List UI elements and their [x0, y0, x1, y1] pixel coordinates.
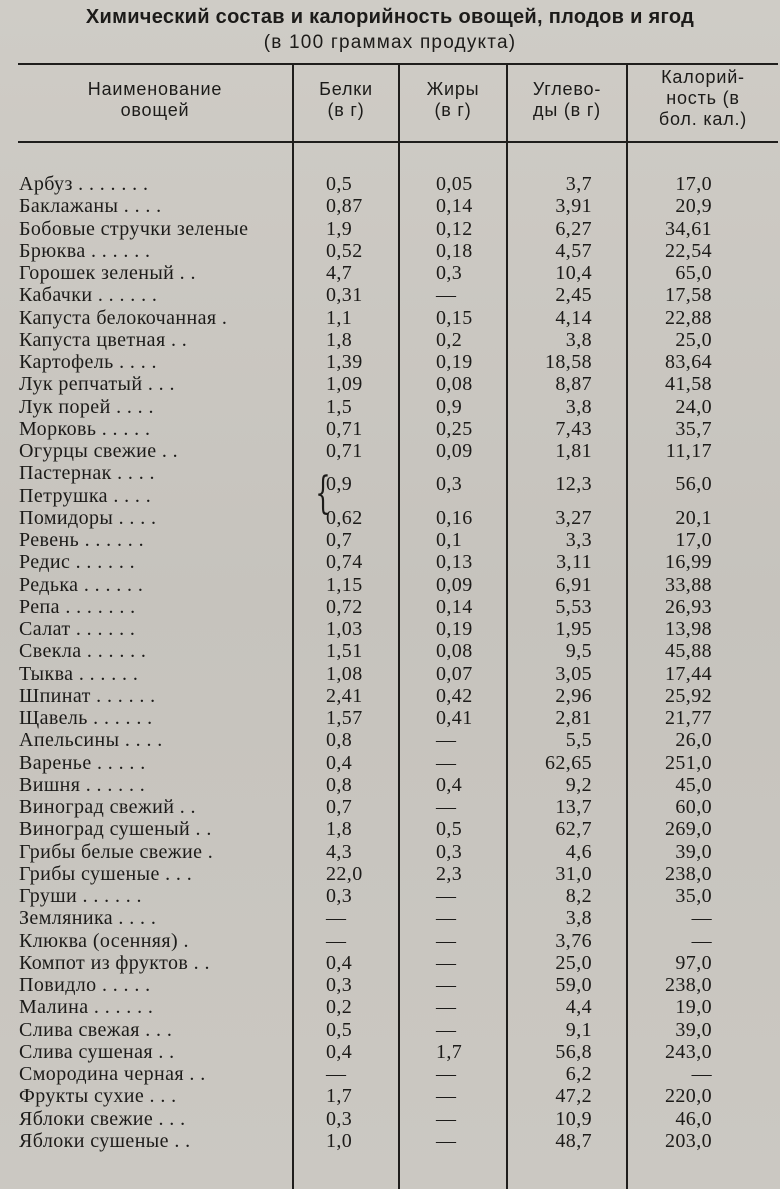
table-row [0, 218, 780, 240]
protein-value: 22,0 [326, 862, 363, 885]
protein-value: 0,72 [326, 595, 363, 618]
product-name: Компот из фруктов . . [19, 951, 210, 974]
kcal-value: 21,77 [665, 707, 712, 729]
kcal-value: 22,88 [665, 306, 712, 329]
carbs-value: 13,7 [555, 796, 592, 818]
kcal-value: 25,0 [675, 328, 712, 351]
kcal-value: 251,0 [665, 751, 712, 774]
fat-value: — [436, 929, 457, 952]
protein-value: 1,39 [326, 351, 363, 373]
fat-value: — [436, 1018, 457, 1041]
carbs-value: 6,2 [565, 1063, 592, 1085]
protein-value: 1,0 [326, 1129, 353, 1152]
kcal-value: 20,9 [675, 195, 712, 218]
header-protein-line-2: (в г) [327, 100, 365, 120]
header-protein-line-1: Белки [319, 79, 373, 99]
kcal-value: — [691, 907, 712, 930]
product-name: Щавель . . . . . . [19, 707, 153, 729]
table-row [0, 774, 780, 796]
protein-value: 1,57 [326, 707, 363, 729]
kcal-value: 17,0 [675, 529, 712, 551]
carbs-value: 4,6 [565, 840, 592, 863]
protein-value: 1,08 [326, 662, 363, 685]
table-row [0, 885, 780, 907]
table-row [0, 240, 780, 262]
table-row [0, 952, 780, 974]
table-row [0, 618, 780, 640]
table-row [0, 841, 780, 863]
header-carbs-line-2: ды (в г) [533, 100, 601, 120]
product-name: Бобовые стручки зеленые [19, 217, 249, 240]
protein-value: 1,51 [326, 640, 363, 663]
header-carbs-line-1: Углево- [532, 79, 602, 99]
fat-value: — [436, 974, 457, 996]
product-name: Варенье . . . . . [19, 751, 146, 774]
kcal-value: 60,0 [675, 796, 712, 818]
table-row [0, 195, 780, 217]
carbs-value: 3,11 [556, 551, 592, 574]
fat-value: — [436, 1107, 457, 1130]
table-row [0, 729, 780, 751]
product-name: Шпинат . . . . . . [19, 684, 156, 707]
table-row [0, 1108, 780, 1130]
kcal-value: 45,0 [675, 773, 712, 796]
header-name [20, 79, 290, 121]
kcal-value: 46,0 [675, 1107, 712, 1130]
fat-value: — [436, 907, 457, 930]
product-name: Петрушка . . . . [19, 484, 152, 507]
carbs-value: 18,58 [545, 351, 592, 373]
header-fat [400, 79, 506, 121]
product-name: Земляника . . . . [19, 907, 157, 930]
fat-value: 0,19 [436, 618, 473, 640]
protein-value: 1,9 [326, 217, 353, 240]
table-row [0, 596, 780, 618]
fat-value: 0,41 [436, 707, 473, 729]
protein-value: 0,71 [326, 417, 363, 440]
fat-value: 0,09 [436, 573, 473, 596]
product-name: Груши . . . . . . [19, 885, 142, 907]
kcal-value: 33,88 [665, 573, 712, 596]
product-name: Малина . . . . . . [19, 996, 154, 1019]
table-row [0, 1041, 780, 1063]
carbs-value: 3,91 [555, 195, 592, 218]
kcal-value: 220,0 [665, 1085, 712, 1108]
carbs-value: 10,9 [555, 1107, 592, 1130]
header-fat-line-1: Жиры [426, 79, 480, 99]
kcal-value: 24,0 [675, 395, 712, 418]
kcal-value: 35,0 [675, 885, 712, 907]
kcal-value: 26,0 [675, 729, 712, 752]
table-row [0, 440, 780, 462]
carbs-value: 62,7 [555, 818, 592, 841]
protein-value: 0,5 [326, 173, 353, 195]
product-name: Грибы сушеные . . . [19, 862, 193, 885]
table-row [0, 1019, 780, 1041]
carbs-value: 4,4 [565, 996, 592, 1019]
product-name: Яблоки сушеные . . [19, 1129, 191, 1152]
protein-value: 2,41 [326, 684, 363, 707]
protein-value: 0,3 [326, 974, 353, 996]
carbs-value: 3,05 [555, 662, 592, 685]
carbs-value: 6,27 [555, 217, 592, 240]
carbs-value: 59,0 [555, 974, 592, 996]
product-name: Тыква . . . . . . [19, 662, 139, 685]
carbs-value: 3,3 [565, 529, 592, 551]
table-row [0, 663, 780, 685]
fat-value: 0,9 [436, 395, 463, 418]
carbs-value: 2,96 [555, 684, 592, 707]
table-row [0, 396, 780, 418]
fat-value: 2,3 [436, 862, 463, 885]
fat-value: 0,09 [436, 440, 473, 462]
header-fat-line-2: (в г) [434, 100, 472, 120]
protein-value: 1,09 [326, 373, 363, 396]
product-name: Слива свежая . . . [19, 1018, 173, 1041]
product-name: Огурцы свежие . . [19, 440, 179, 462]
carbs-value: 3,8 [565, 395, 592, 418]
product-name: Репа . . . . . . . [19, 595, 136, 618]
protein-value: 1,15 [326, 573, 363, 596]
fat-value: 0,3 [436, 473, 463, 496]
carbs-value: 8,87 [555, 373, 592, 396]
protein-value: 0,4 [326, 951, 353, 974]
protein-value: 0,87 [326, 195, 363, 218]
carbs-value: 25,0 [555, 951, 592, 974]
fat-value: 0,05 [436, 173, 473, 195]
table-row [0, 996, 780, 1018]
fat-value: 0,5 [436, 818, 463, 841]
product-name: Картофель . . . . [19, 351, 157, 373]
fat-value: 0,25 [436, 417, 473, 440]
kcal-value: 56,0 [675, 473, 712, 496]
table-row [0, 640, 780, 662]
kcal-value: 17,0 [675, 173, 712, 195]
table-row [0, 485, 780, 507]
kcal-value: — [691, 929, 712, 952]
fat-value: 1,7 [436, 1040, 463, 1063]
carbs-value: 8,2 [565, 885, 592, 907]
table-row [0, 507, 780, 529]
product-name: Редис . . . . . . [19, 551, 136, 574]
page-subtitle: (в 100 граммах продукта) [263, 32, 517, 53]
carbs-value: 1,81 [555, 440, 592, 462]
product-name: Капуста белокочанная . [19, 306, 228, 329]
product-name: Повидло . . . . . [19, 974, 151, 996]
product-name: Смородина черная . . [19, 1063, 206, 1085]
fat-value: 0,07 [436, 662, 473, 685]
kcal-value: 269,0 [665, 818, 712, 841]
fat-value: 0,14 [436, 195, 473, 218]
product-name: Кабачки . . . . . . [19, 284, 158, 307]
table-row [0, 329, 780, 351]
fat-value: 0,15 [436, 306, 473, 329]
protein-value: — [326, 1063, 347, 1085]
protein-value: 0,7 [326, 529, 353, 551]
table-row [0, 707, 780, 729]
page-title: Химический состав и калорийность овощей, плодов и ягод [85, 6, 695, 28]
carbs-value: 56,8 [555, 1040, 592, 1063]
kcal-value: 13,98 [665, 618, 712, 640]
kcal-value: 17,44 [665, 662, 712, 685]
product-name: Фрукты сухие . . . [19, 1085, 177, 1108]
protein-value: 4,7 [326, 262, 353, 284]
header-name-line-2: овощей [120, 100, 190, 120]
kcal-value: 83,64 [665, 351, 712, 373]
protein-value: 0,62 [326, 506, 363, 529]
product-name: Слива сушеная . . [19, 1040, 175, 1063]
protein-value: 1,8 [326, 328, 353, 351]
table-row [0, 284, 780, 306]
kcal-value: 25,92 [665, 684, 712, 707]
carbs-value: 6,91 [555, 573, 592, 596]
protein-value: 4,3 [326, 840, 353, 863]
product-name: Капуста цветная . . [19, 328, 188, 351]
kcal-value: — [691, 1063, 712, 1085]
table-row [0, 907, 780, 929]
kcal-value: 22,54 [665, 239, 712, 262]
carbs-value: 4,14 [555, 306, 592, 329]
fat-value: 0,13 [436, 551, 473, 574]
kcal-value: 97,0 [675, 951, 712, 974]
kcal-value: 238,0 [665, 862, 712, 885]
carbs-value: 3,7 [565, 173, 592, 195]
fat-value: 0,2 [436, 328, 463, 351]
table-row [0, 752, 780, 774]
fat-value: — [436, 1063, 457, 1085]
table-row [0, 930, 780, 952]
protein-value: 0,3 [326, 885, 353, 907]
carbs-value: 7,43 [555, 417, 592, 440]
table-row [0, 551, 780, 573]
fat-value: 0,18 [436, 239, 473, 262]
table-row [0, 351, 780, 373]
kcal-value: 41,58 [665, 373, 712, 396]
header-carbs [508, 79, 626, 121]
product-name: Пастернак . . . . [19, 462, 155, 485]
header-kcal [628, 67, 778, 130]
carbs-value: 5,5 [565, 729, 592, 752]
header-name-line-1: Наименование [87, 79, 223, 99]
product-name: Апельсины . . . . [19, 729, 163, 752]
merge-brace-icon: { [315, 468, 331, 519]
fat-value: 0,08 [436, 640, 473, 663]
fat-value: — [436, 885, 457, 907]
product-name: Грибы белые свежие . [19, 840, 214, 863]
carbs-value: 12,3 [555, 473, 592, 496]
kcal-value: 65,0 [675, 262, 712, 284]
fat-value: 0,42 [436, 684, 473, 707]
kcal-value: 45,88 [665, 640, 712, 663]
fat-value: 0,12 [436, 217, 473, 240]
header-kcal-line-1: Калорий- [661, 67, 745, 87]
fat-value: — [436, 996, 457, 1019]
carbs-value: 47,2 [555, 1085, 592, 1108]
fat-value: 0,3 [436, 262, 463, 284]
kcal-value: 34,61 [665, 217, 712, 240]
protein-value: 1,8 [326, 818, 353, 841]
protein-value: — [326, 929, 347, 952]
kcal-value: 203,0 [665, 1129, 712, 1152]
fat-value: 0,4 [436, 773, 463, 796]
kcal-value: 16,99 [665, 551, 712, 574]
carbs-value: 1,95 [555, 618, 592, 640]
table-row [0, 373, 780, 395]
table-row [0, 796, 780, 818]
carbs-value: 9,5 [565, 640, 592, 663]
fat-value: 0,3 [436, 840, 463, 863]
protein-value: 0,2 [326, 996, 353, 1019]
table-row [0, 974, 780, 996]
carbs-value: 48,7 [555, 1129, 592, 1152]
product-name: Вишня . . . . . . [19, 773, 146, 796]
product-name: Арбуз . . . . . . . [19, 173, 149, 195]
fat-value: — [436, 796, 457, 818]
carbs-value: 5,53 [555, 595, 592, 618]
table-row [0, 1063, 780, 1085]
product-name: Лук порей . . . . [19, 395, 154, 418]
carbs-value: 2,45 [555, 284, 592, 307]
kcal-value: 11,17 [665, 440, 712, 462]
fat-value: 0,16 [436, 506, 473, 529]
protein-value: 0,4 [326, 751, 353, 774]
carbs-value: 9,2 [565, 773, 592, 796]
fat-value: 0,08 [436, 373, 473, 396]
kcal-value: 20,1 [675, 506, 712, 529]
protein-value: 0,31 [326, 284, 363, 307]
protein-value: 0,71 [326, 440, 363, 462]
table-row [0, 529, 780, 551]
table-row [0, 1085, 780, 1107]
carbs-value: 3,27 [555, 506, 592, 529]
protein-value: 1,03 [326, 618, 363, 640]
carbs-value: 4,57 [555, 239, 592, 262]
fat-value: — [436, 751, 457, 774]
carbs-value: 3,76 [555, 929, 592, 952]
kcal-value: 243,0 [665, 1040, 712, 1063]
table-row [0, 863, 780, 885]
kcal-value: 35,7 [675, 417, 712, 440]
product-name: Виноград свежий . . [19, 796, 196, 818]
protein-value: 0,5 [326, 1018, 353, 1041]
carbs-value: 9,1 [565, 1018, 592, 1041]
table-row [0, 574, 780, 596]
fat-value: — [436, 1129, 457, 1152]
table-row [0, 818, 780, 840]
kcal-value: 17,58 [665, 284, 712, 307]
product-name: Морковь . . . . . [19, 417, 151, 440]
table-row [0, 685, 780, 707]
protein-value: 0,8 [326, 773, 353, 796]
fat-value: — [436, 284, 457, 307]
protein-value: 0,9 [326, 473, 353, 496]
carbs-value: 3,8 [565, 907, 592, 930]
kcal-value: 26,93 [665, 595, 712, 618]
protein-value: 0,7 [326, 796, 353, 818]
product-name: Виноград сушеный . . [19, 818, 212, 841]
header-kcal-line-2: ность (в [666, 88, 740, 108]
product-name: Редька . . . . . . [19, 573, 144, 596]
product-name: Помидоры . . . . [19, 506, 157, 529]
product-name: Яблоки свежие . . . [19, 1107, 186, 1130]
protein-value: — [326, 907, 347, 930]
product-name: Свекла . . . . . . [19, 640, 147, 663]
fat-value: 0,1 [436, 529, 463, 551]
protein-value: 0,74 [326, 551, 363, 574]
kcal-value: 39,0 [675, 1018, 712, 1041]
protein-value: 0,52 [326, 239, 363, 262]
table-row [0, 1130, 780, 1152]
fat-value: — [436, 951, 457, 974]
product-name: Ревень . . . . . . [19, 529, 144, 551]
carbs-value: 31,0 [555, 862, 592, 885]
table-row [0, 262, 780, 284]
header-kcal-line-3: бол. кал.) [658, 109, 748, 129]
carbs-value: 3,8 [565, 328, 592, 351]
protein-value: 1,1 [326, 306, 353, 329]
product-name: Баклажаны . . . . [19, 195, 162, 218]
protein-value: 1,5 [326, 395, 353, 418]
product-name: Горошек зеленый . . [19, 262, 196, 284]
kcal-value: 19,0 [675, 996, 712, 1019]
product-name: Салат . . . . . . [19, 618, 136, 640]
fat-value: 0,19 [436, 351, 473, 373]
carbs-value: 10,4 [555, 262, 592, 284]
carbs-value: 62,65 [545, 751, 592, 774]
header-protein [294, 79, 398, 121]
fat-value: — [436, 1085, 457, 1108]
table-row [0, 173, 780, 195]
kcal-value: 238,0 [665, 974, 712, 996]
table-row [0, 418, 780, 440]
table-body [0, 173, 780, 1152]
product-name: Лук репчатый . . . [19, 373, 175, 396]
product-name: Клюква (осенняя) . [19, 929, 189, 952]
carbs-value: 2,81 [555, 707, 592, 729]
product-name: Брюква . . . . . . [19, 239, 151, 262]
fat-value: 0,14 [436, 595, 473, 618]
protein-value: 1,7 [326, 1085, 353, 1108]
fat-value: — [436, 729, 457, 752]
protein-value: 0,3 [326, 1107, 353, 1130]
kcal-value: 39,0 [675, 840, 712, 863]
protein-value: 0,8 [326, 729, 353, 752]
table-row [0, 307, 780, 329]
protein-value: 0,4 [326, 1040, 353, 1063]
